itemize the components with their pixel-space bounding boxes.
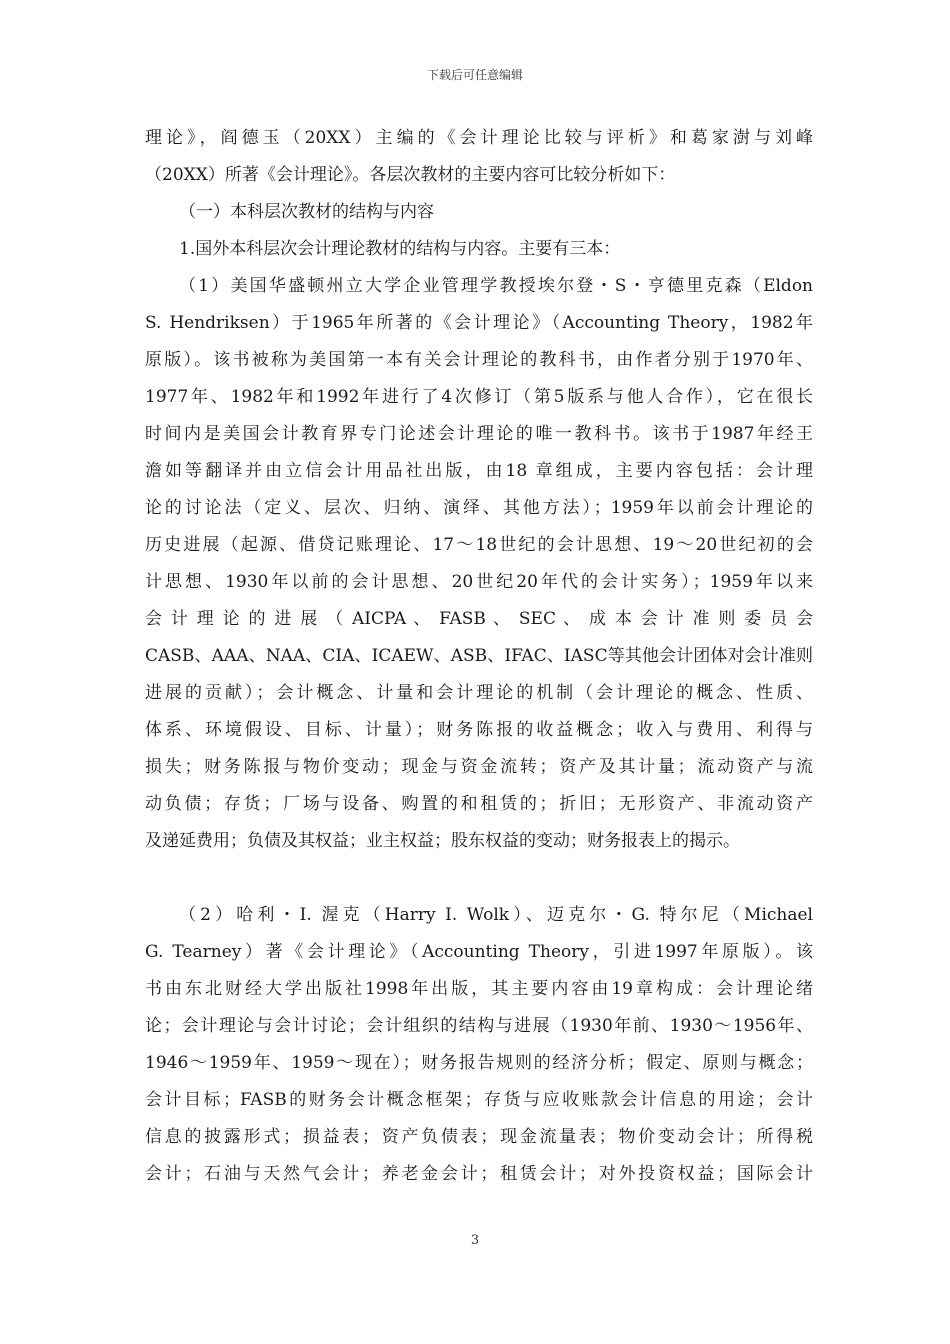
body-line: G. Tearney）著《会计理论》（Accounting Theory，引进1997年原版）。该 xyxy=(145,942,813,962)
body-line: 会计；石油与天然气会计；养老金会计；租赁会计；对外投资权益；国际会计 xyxy=(145,1164,813,1184)
body-line: 损失；财务陈报与物价变动；现金与资金流转；资产及其计量；流动资产与流 xyxy=(145,757,813,777)
paragraph-start-line: （1）美国华盛顿州立大学企业管理学教授埃尔登・S・亨德里克森（Eldon xyxy=(179,276,813,296)
body-line: 历史进展（起源、借贷记账理论、17～18世纪的会计思想、19～20世纪初的会 xyxy=(145,535,813,555)
body-line: （20XX）所著《会计理论》。各层次教材的主要内容可比较分析如下： xyxy=(145,165,676,185)
body-line: S. Hendriksen）于1965年所著的《会计理论》（Accounting Theory，1982年 xyxy=(145,313,813,333)
section-heading: （一）本科层次教材的结构与内容 xyxy=(179,202,434,222)
body-line: 会 计 理 论 的 进 展 （ AICPA 、 FASB 、 SEC 、 成 本 会 计 准 则 委 员 会 xyxy=(145,609,813,629)
page-header-note: 下载后可任意编辑 xyxy=(426,68,523,82)
subsection-heading: 1.国外本科层次会计理论教材的结构与内容。主要有三本： xyxy=(179,239,621,259)
paragraph-gap xyxy=(145,860,813,897)
body-line: 原版）。该书被称为美国第一本有关会计理论的教科书，由作者分别于1970年、 xyxy=(145,350,813,370)
body-line: 1946～1959年、1959～现在）；财务报告规则的经济分析；假定、原则与概念； xyxy=(145,1053,813,1073)
body-line: 论；会计理论与会计讨论；会计组织的结构与进展（1930年前、1930～1956年、 xyxy=(145,1016,813,1036)
body-line: 澹如等翻译并由立信会计用品社出版，由18 章组成，主要内容包括：会计理 xyxy=(145,461,813,481)
body-line: 信息的披露形式；损益表；资产负债表；现金流量表；物价变动会计；所得税 xyxy=(145,1127,813,1147)
body-line: 时间内是美国会计教育界专门论述会计理论的唯一教科书。该书于1987年经王 xyxy=(145,424,813,444)
page-number: 3 xyxy=(470,1233,480,1248)
body-line: 理论》，阎德玉（20XX）主编的《会计理论比较与评析》和葛家澍与刘峰 xyxy=(145,128,813,148)
paragraph-start-line: （2）哈利・I. 渥克（Harry I. Wolk）、迈克尔・G. 特尔尼（Michael xyxy=(179,905,813,925)
document-body xyxy=(145,120,813,1193)
body-line: 进展的贡献）；会计概念、计量和会计理论的机制（会计理论的概念、性质、 xyxy=(145,683,813,703)
body-line: CASB、AAA、NAA、CIA、ICAEW、ASB、IFAC、IASC等其他会计团体对会计准则 xyxy=(145,646,813,666)
body-line: 1977年、1982年和1992年进行了4次修订（第5版系与他人合作），它在很长 xyxy=(145,387,813,407)
body-line: 体系、环境假设、目标、计量）；财务陈报的收益概念；收入与费用、利得与 xyxy=(145,720,813,740)
body-line: 论的讨论法（定义、层次、归纳、演绎、其他方法）；1959年以前会计理论的 xyxy=(145,498,813,518)
body-line: 计思想、1930年以前的会计思想、20世纪20年代的会计实务）；1959年以来 xyxy=(145,572,813,592)
body-line: 会计目标；FASB的财务会计概念框架；存货与应收账款会计信息的用途；会计 xyxy=(145,1090,813,1110)
body-line: 动负债；存货；厂场与设备、购置的和租赁的；折旧；无形资产、非流动资产 xyxy=(145,794,813,814)
body-line: 及递延费用；负债及其权益；业主权益；股东权益的变动；财务报表上的揭示。 xyxy=(145,831,740,851)
body-line: 书由东北财经大学出版社1998年出版，其主要内容由19章构成：会计理论绪 xyxy=(145,979,813,999)
